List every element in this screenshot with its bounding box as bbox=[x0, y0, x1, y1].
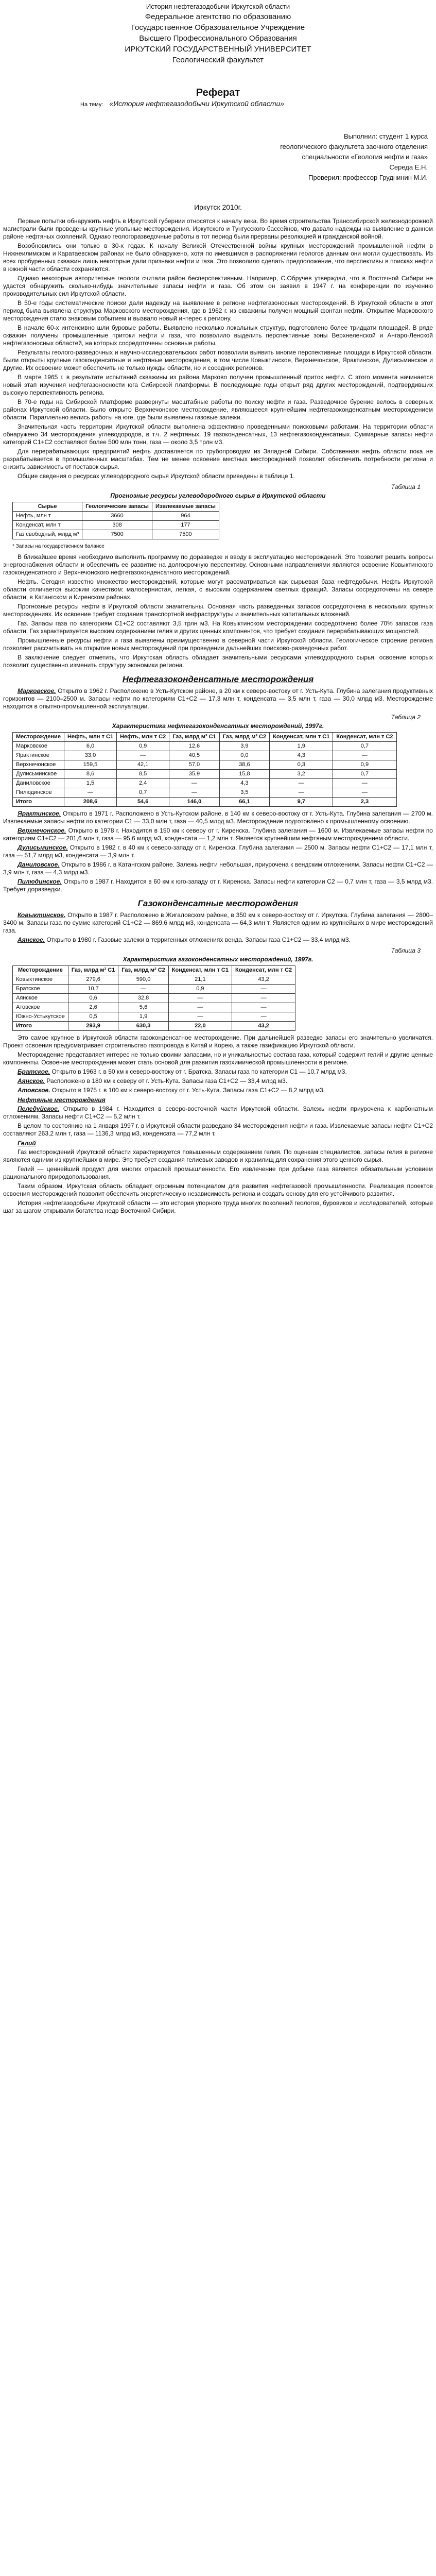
table-cell: 146,0 bbox=[169, 798, 219, 807]
performer-line-5: Проверил: профессор Груднинин М.И. bbox=[308, 174, 428, 181]
table-cell: 208,6 bbox=[64, 798, 116, 807]
table-cell: 33,0 bbox=[64, 751, 116, 760]
paragraph: Однако некоторые авторитетные геологи считали район бесперспективным. Например, С.Обручев утверждал, что в Восточной Сибири не удастся обнаружить сколько-нибудь значительные запасы нефти и газа. Об этом он заявил в 1947 г. на конференции по изучению производительных сил Иркутской области. bbox=[3, 275, 433, 297]
table-cell: 0,7 bbox=[333, 742, 396, 751]
table-row bbox=[13, 742, 397, 751]
field-name: Ярактинское. bbox=[18, 810, 61, 817]
paragraph: В марте 1965 г. в результате испытаний скважины из района Марково получен промышленный приток нефти. С этого момента начинается новый этап изучения нефтегазоносности юга Сибирской платформы. В последующие годы открыт ряд других месторождений, подтвердивших высокую перспективность региона. bbox=[3, 374, 433, 396]
paragraph: История нефтегазодобычи Иркутской области — это история упорного труда многих поколений геологов, буровиков и исследователей, которые шаг за шагом открывали богатства недр Восточной Сибири. bbox=[3, 1199, 433, 1214]
table-cell: 66,1 bbox=[219, 798, 269, 807]
table-cell: Даниловское bbox=[13, 779, 64, 788]
table-cell: 0,9 bbox=[117, 742, 169, 751]
report-topic bbox=[80, 100, 433, 109]
table-cell: 590,0 bbox=[118, 975, 168, 985]
field-description bbox=[3, 1068, 433, 1076]
paragraph: Гелий — ценнейший продукт для многих отраслей промышленности. Его извлечение при добыче газа является обязательным условием рационального природопользования. bbox=[3, 1165, 433, 1180]
table-caption: Характеристика нефтегазоконденсатных месторождений, 1997г. bbox=[112, 722, 324, 730]
field-text: Открыто в 1978 г. Находится в 150 км к северу от г. Киренска. Глубина залегания — 1600 м. Извлекаемые запасы нефти по категориям С1+С2 — 201,6 млн т, газа — 95,6 млрд м3, конденсата — 1,2 млн т. Является крупнейшим нефтяным месторождением области. bbox=[3, 827, 433, 842]
table-cell: 630,3 bbox=[118, 1022, 168, 1031]
paragraph: Промышленные ресурсы нефти и газа выявлены преимущественно в северной части Иркутской области. Геологическое строение региона позволяет рассчитывать на открытие новых месторождений при проведении дальнейших поисково-разведочных работ. bbox=[3, 637, 433, 652]
table-cell: 293,9 bbox=[68, 1022, 118, 1031]
header-education-level: Высшего Профессионального Образования bbox=[139, 34, 297, 43]
table-cell: Ковыктинское bbox=[13, 975, 68, 985]
table-header-cell: Газ, млрд м³ С2 bbox=[219, 733, 269, 742]
resources-table bbox=[12, 502, 219, 539]
header-faculty: Геологический факультет bbox=[172, 56, 264, 64]
table-cell: 0,9 bbox=[333, 760, 396, 770]
table-cell: — bbox=[168, 1003, 232, 1012]
table-header-cell: Газ, млрд м³ С1 bbox=[169, 733, 219, 742]
table-row bbox=[13, 512, 219, 521]
field-description bbox=[3, 844, 433, 859]
table-cell: — bbox=[333, 788, 396, 798]
performer-line-1: Выполнил: студент 1 курса bbox=[343, 132, 428, 140]
field-text: Открыто в 1962 г. Расположено в Усть-Кутском районе, в 20 км к северо-востоку от г. Усть-Кута. Глубина залегания продуктивных горизонтов — 2100–2500 м. Запасы нефти по категориям С1+С2 — 17,3 млн т, конденсата — 3,5 млн т, газа — 30,0 млрд м3. Месторождение находится в опытно-промышленной эксплуатации. bbox=[3, 687, 433, 710]
table-row bbox=[13, 751, 397, 760]
doc-header-title: История нефтегазодобычи Иркутской области bbox=[146, 3, 290, 10]
table-caption: Прогнозные ресурсы углеводородного сырья в Иркутской области bbox=[110, 492, 326, 499]
table-header-cell: Геологические запасы bbox=[82, 502, 152, 512]
oil-gas-fields-table bbox=[12, 732, 397, 807]
table-cell: — bbox=[117, 751, 169, 760]
table-cell: — bbox=[333, 751, 396, 760]
table-cell: 32,8 bbox=[118, 994, 168, 1003]
table-cell: 57,0 bbox=[169, 760, 219, 770]
table-cell: Итого bbox=[13, 1022, 68, 1031]
table-cell: Итого bbox=[13, 798, 64, 807]
paragraph: Результаты геолого-разведочных и научно-исследовательских работ позволили выявить многие перспективные площади в Иркутской области. Были открыты крупные газоконденсатные и нефтяные месторождения, в том числе Ковыктинское, Верхнечонское, Ярактинское, Дулисьминское и другие. Их освоение может обеспечить не только нужды области, но и соседних регионов. bbox=[3, 349, 433, 371]
table-cell: 4,3 bbox=[270, 751, 333, 760]
table-cell: Нефть, млн т bbox=[13, 512, 82, 521]
table-cell: — bbox=[64, 788, 116, 798]
table-cell: 22,0 bbox=[168, 1022, 232, 1031]
table-header-cell: Месторождение bbox=[13, 733, 64, 742]
field-description bbox=[3, 1087, 433, 1094]
topic-value: «История нефтегазодобычи Иркутской области» bbox=[109, 99, 285, 108]
table-caption: Характеристика газоконденсатных месторождений, 1997г. bbox=[123, 956, 313, 963]
table-cell: 177 bbox=[152, 521, 219, 530]
table-cell: 3,2 bbox=[270, 770, 333, 779]
table-row bbox=[13, 530, 219, 539]
table-cell: 308 bbox=[82, 521, 152, 530]
table-header-cell: Газ, млрд м³ С2 bbox=[118, 966, 168, 975]
table-header-cell: Конденсат, млн т С1 bbox=[270, 733, 333, 742]
field-text: Открыто в 1980 г. Газовые залежи в терригенных отложениях венда. Запасы газа С1+С2 — 33,4 млрд м3. bbox=[46, 936, 351, 943]
table-row bbox=[13, 1003, 295, 1012]
table-header-cell: Извлекаемые запасы bbox=[152, 502, 219, 512]
table-cell: 3,9 bbox=[219, 742, 269, 751]
table-cell: 35,9 bbox=[169, 770, 219, 779]
paragraph: Нефть. Сегодня известно множество месторождений, которые могут рассматриваться как сырьевая база нефтедобычи. Нефть Иркутской области отличается высоким качеством: малосернистая, легкая, с высоким содержанием светлых фракций. Запасы сосредоточены на севере области, в Катангском и Киренском районах. bbox=[3, 578, 433, 601]
topic-label: На тему: bbox=[80, 101, 103, 108]
table-cell: 2,4 bbox=[117, 779, 169, 788]
paragraph: Для перерабатывающих предприятий нефть доставляется по трубопроводам из Западной Сибири. Собственная нефть области пока не разрабатывается в промышленных масштабах. Тем не менее освоение местных месторождений позволит обеспечить потребности региона и снизить зависимость от поставок сырья. bbox=[3, 448, 433, 470]
table-cell: — bbox=[232, 1003, 295, 1012]
table-cell: 0,3 bbox=[270, 760, 333, 770]
table-cell: — bbox=[232, 1012, 295, 1022]
table-cell: 15,8 bbox=[219, 770, 269, 779]
table-cell: — bbox=[270, 779, 333, 788]
table-row bbox=[13, 788, 397, 798]
paragraph: Первые попытки обнаружить нефть в Иркутской губернии относятся к началу века. Во время строительства Транссибирской железнодорожной магистрали были проведены крупные угольные месторождения. Иркутского и Тунгусского бассейнов, что давало надежды на выявление в данном районе нефтяных скоплений. Однако геологоразведочные работы в тот период были прерваны революцией и гражданской войной. bbox=[3, 217, 433, 240]
paragraph: В 70-е годы на Сибирской платформе развернуты масштабные работы по поиску нефти и газа. Разведочное бурение велось в северных районах Иркутской области. Было открыто Верхнечонское месторождение, являющееся крупнейшим нефтегазоконденсатным месторождением области. Параллельно велись работы на юге, где были выявлены газовые залежи. bbox=[3, 398, 433, 421]
field-name: Аянское. bbox=[18, 936, 45, 943]
table-cell: 1,5 bbox=[64, 779, 116, 788]
field-name: Верхнечонское. bbox=[18, 827, 66, 834]
table-cell: 21,1 bbox=[168, 975, 232, 985]
table-row bbox=[13, 1012, 295, 1022]
field-text: Открыто в 1987 г. Расположено в Жигаловском районе, в 350 км к северо-востоку от г. Иркутска. Глубина залегания — 2800–3400 м. Запасы газа по сумме категорий С1+С2 — 869,6 млрд м3, конденсата — 64,3 млн т. Является одним из крупнейших в мире месторождений газа. bbox=[3, 911, 433, 934]
header-agency: Федеральное агентство по образованию bbox=[145, 12, 291, 21]
table-cell: 5,6 bbox=[118, 1003, 168, 1012]
table-cell: 6,0 bbox=[64, 742, 116, 751]
field-description bbox=[3, 827, 433, 842]
table-row-total bbox=[13, 1022, 295, 1031]
field-text: Открыто в 1984 г. Находится в северо-восточной части Иркутской области. Залежь нефти приурочена к карбонатным отложениям. Запасы нефти С1+С2 — 5,2 млн т. bbox=[3, 1105, 433, 1120]
table-cell: 964 bbox=[152, 512, 219, 521]
header-institution-type: Государственное Образовательное Учреждение bbox=[131, 23, 305, 32]
table-number: Таблица 3 bbox=[391, 947, 421, 954]
table-row bbox=[13, 770, 397, 779]
table-header-cell: Конденсат, млн т С1 bbox=[168, 966, 232, 975]
table-cell: 0,7 bbox=[333, 770, 396, 779]
table-header-cell: Сырье bbox=[13, 502, 82, 512]
field-name: Даниловское. bbox=[18, 861, 60, 868]
paragraph: В начале 60-х интенсивно шли буровые работы. Выявлено несколько локальных структур, подготовлено более тридцати площадей. В ряде скважин получены промышленные притоки нефти и газа, что позволило выделить перспективные зоны Верхнеленской и Ангаро-Ленской нефтегазоносных областей, на которых сосредоточены основные работы. bbox=[3, 324, 433, 347]
table-cell: 43,2 bbox=[232, 975, 295, 985]
report-title: Реферат bbox=[196, 87, 240, 98]
field-text: Открыто в 1987 г. Находится в 60 км к юго-западу от г. Киренска. Запасы нефти категории С2 — 0,7 млн т, газа — 3,5 млрд м3. Требует доразведки. bbox=[3, 878, 433, 893]
table-cell: 8,5 bbox=[117, 770, 169, 779]
field-description bbox=[3, 936, 433, 944]
paragraph: Таким образом, Иркутская область обладает огромным потенциалом для развития нефтегазовой промышленности. Реализация проектов освоения месторождений позволит обеспечить энергетическую независимость региона и создать основу для его устойчивого развития. bbox=[3, 1182, 433, 1197]
table-cell: Марковское bbox=[13, 742, 64, 751]
table-cell: Атовское bbox=[13, 1003, 68, 1012]
field-name: Атовское. bbox=[18, 1087, 50, 1094]
field-text: Открыто в 1975 г. в 100 км к северо-востоку от г. Усть-Кута. Запасы газа С1+С2 — 8,2 млрд м3. bbox=[51, 1087, 325, 1094]
table-number: Таблица 2 bbox=[391, 714, 421, 721]
table-cell: 1,9 bbox=[270, 742, 333, 751]
table-number: Таблица 1 bbox=[391, 483, 421, 490]
paragraph: Прогнозные ресурсы нефти в Иркутской области значительны. Основная часть разведанных запасов сосредоточена в нескольких крупных месторождениях. Их освоение требует создания транспортной инфраструктуры и значительных капитальных вложений. bbox=[3, 603, 433, 618]
table-cell: 9,7 bbox=[270, 798, 333, 807]
table-cell: 43,2 bbox=[232, 1022, 295, 1031]
paragraph: В заключение следует отметить, что Иркутская область обладает значительными ресурсами углеводородного сырья, освоение которых позволит существенно изменить структуру экономики региона. bbox=[3, 654, 433, 669]
gas-fields-table bbox=[12, 965, 295, 1031]
table-cell: — bbox=[333, 779, 396, 788]
field-text: Открыто в 1982 г. в 40 км к северо-западу от г. Киренска. Глубина залегания — 2500 м. Запасы нефти С1+С2 — 17,1 млн т, газа — 51,7 млрд м3, конденсата — 3,9 млн т. bbox=[3, 844, 433, 859]
table-cell: Верхнечонское bbox=[13, 760, 64, 770]
table-cell: 279,6 bbox=[68, 975, 118, 985]
table-cell: Ярактинское bbox=[13, 751, 64, 760]
table-cell: 0,9 bbox=[168, 985, 232, 994]
field-description bbox=[3, 911, 433, 935]
table-cell: Южно-Устькутское bbox=[13, 1012, 68, 1022]
header-university: ИРКУТСКИЙ ГОСУДАРСТВЕННЫЙ УНИВЕРСИТЕТ bbox=[125, 45, 311, 54]
field-description bbox=[3, 861, 433, 876]
table-cell: 3660 bbox=[82, 512, 152, 521]
table-header-cell: Конденсат, млн т С2 bbox=[232, 966, 295, 975]
table-cell: — bbox=[169, 788, 219, 798]
paragraph: В целом по состоянию на 1 января 1997 г. в Иркутской области разведано 34 месторождения нефти и газа. Извлекаемые запасы нефти С1+С2 составляют 263,2 млн т, газа — 1136,3 млрд м3, конденсата — 77,2 млн т. bbox=[3, 1122, 433, 1137]
table-cell: — bbox=[232, 985, 295, 994]
table-cell: 0,6 bbox=[68, 994, 118, 1003]
table-cell: 0,0 bbox=[219, 751, 269, 760]
paragraph: В ближайшее время необходимо выполнить программу по доразведке и вводу в эксплуатацию месторождений. Это позволит решить вопросы энергоснабжения области и обеспечить ее развитие на долгосрочную перспективу. Основными направлениями являются освоение Ковыктинского газоконденсатного и Верхнечонского нефтегазоконденсатного месторождений. bbox=[3, 553, 433, 576]
table-cell: Братское bbox=[13, 985, 68, 994]
paragraph: Значительная часть территории Иркутской области выполнена эффективно проведенными поисковыми работами. На территории области обнаружено 34 месторождения углеводородов, в т.ч. 2 нефтяных, 19 газоконденсатных, 13 нефтегазоконденсатных. Суммарные запасы нефти категорий С1+С2 составляют более 500 млн тонн, газа — около 3,5 трлн м3. bbox=[3, 423, 433, 446]
performer-block bbox=[3, 131, 428, 183]
table-cell: — bbox=[168, 994, 232, 1003]
field-text: Открыто в 1986 г. в Катангском районе. Залежь нефти небольшая, приурочена к вендским отложениям. Запасы нефти С1+С2 — 3,9 млн т, газа — 4,3 млрд м3. bbox=[3, 861, 433, 876]
table-cell: — bbox=[168, 1012, 232, 1022]
field-text: Открыто в 1971 г. Расположено в Усть-Кутском районе, в 140 км к северо-востоку от г. Усть-Кута. Глубина залегания — 2700 м. Извлекаемые запасы нефти по категории С1 — 33,0 млн т, газа — 40,5 млрд м3. Месторождение подготовлено к промышленному освоению. bbox=[3, 810, 433, 825]
field-description bbox=[3, 687, 433, 710]
table-row-total bbox=[13, 798, 397, 807]
field-name: Братское. bbox=[18, 1068, 50, 1075]
table-cell: 38,6 bbox=[219, 760, 269, 770]
table-cell: 42,1 bbox=[117, 760, 169, 770]
table-row bbox=[13, 994, 295, 1003]
table-cell: — bbox=[232, 994, 295, 1003]
table-cell: 1,9 bbox=[118, 1012, 168, 1022]
table-cell: 40,5 bbox=[169, 751, 219, 760]
subsection-heading-helium: Гелий bbox=[18, 1140, 36, 1147]
table-cell: 4,3 bbox=[219, 779, 269, 788]
field-name: Дулисьминское. bbox=[18, 844, 68, 851]
page bbox=[0, 0, 436, 1223]
table-cell: — bbox=[270, 788, 333, 798]
field-name: Ковыктинское. bbox=[18, 911, 66, 919]
table-cell: 0,5 bbox=[68, 1012, 118, 1022]
table-cell: 3,5 bbox=[219, 788, 269, 798]
table-header-cell: Нефть, млн т С1 bbox=[64, 733, 116, 742]
table-cell: 7500 bbox=[82, 530, 152, 539]
table-header-cell: Конденсат, млн т С2 bbox=[333, 733, 396, 742]
performer-line-4: Середа Е.Н. bbox=[389, 163, 428, 171]
table-cell: 0,7 bbox=[117, 788, 169, 798]
field-description bbox=[3, 1105, 433, 1121]
table-cell: Пилюдинское bbox=[13, 788, 64, 798]
table-row bbox=[13, 779, 397, 788]
table-header-cell: Нефть, млн т С2 bbox=[117, 733, 169, 742]
paragraph: В 50-е годы систематические поиски дали надежду на выявление в регионе нефтегазоносных месторождений. В Иркутской области в этот период была выявлена структура Марковского месторождения, где в 1962 г. из скважины получен мощный фонтан нефти. Открытие Марковского месторождения стало знаковым событием и вызвало новый интерес к региону. bbox=[3, 299, 433, 322]
table-cell: 159,5 bbox=[64, 760, 116, 770]
table-cell: 2,3 bbox=[333, 798, 396, 807]
table-header-cell: Месторождение bbox=[13, 966, 68, 975]
paragraph: Газ месторождений Иркутской области характеризуется повышенным содержанием гелия. По оценкам специалистов, запасы гелия в регионе являются одними из крупнейших в мире. Это требует создания гелиевых заводов и хранилищ для сохранения этого ценного сырья. bbox=[3, 1148, 433, 1163]
field-name: Пеледуйское. bbox=[18, 1105, 60, 1112]
section-heading-gas-condensate: Газоконденсатные месторождения bbox=[137, 899, 299, 908]
performer-line-3: специальности «Геология нефти и газа» bbox=[302, 153, 428, 161]
performer-line-2: геологического факультета заочного отделения bbox=[280, 143, 428, 150]
table-cell: 2,6 bbox=[68, 1003, 118, 1012]
paragraph: Общие сведения о ресурсах углеводородного сырья Иркутской области приведены в таблице 1. bbox=[18, 472, 295, 480]
paragraph: Месторождение представляет интерес не только своими запасами, но и уникальностью состава газа, который содержит гелий и другие ценные компоненты. Освоение месторождения может стать основой для развития газохимической промышленности в регионе. bbox=[3, 1051, 433, 1066]
table-cell: 54,6 bbox=[117, 798, 169, 807]
table-cell: 12,6 bbox=[169, 742, 219, 751]
table-cell: — bbox=[118, 985, 168, 994]
paragraph: Возобновились они только в 30-х годах. К началу Великой Отечественной войны крупных месторождений промышленной нефти в Нижнеилимском и Каратаевском районах не было обнаружено, хотя по имевшимся в распоряжении геологов данным они могли существовать. Из всех пробуренных скважин лишь некоторые дали признаки нефти и газа. Это позволило сделать предположение, что перспективы в поисках нефти в южной части области сохраняются. bbox=[3, 242, 433, 273]
city-year: Иркутск 2010г. bbox=[194, 203, 242, 211]
table-cell: Газ свободный, млрд м³ bbox=[13, 530, 82, 539]
table-cell: 7500 bbox=[152, 530, 219, 539]
field-text: Расположено в 180 км к северу от г. Усть-Кута. Запасы газа С1+С2 — 33,4 млрд м3. bbox=[46, 1077, 288, 1084]
field-text: Открыто в 1963 г. в 50 км к северо-востоку от г. Братска. Запасы газа по категории С1 — 10,7 млрд м3. bbox=[51, 1068, 347, 1075]
field-name: Аянское. bbox=[18, 1077, 45, 1084]
table-cell: Дулисьминское bbox=[13, 770, 64, 779]
field-name: Пилюдинское. bbox=[18, 878, 62, 885]
table-cell: 8,6 bbox=[64, 770, 116, 779]
table-row bbox=[13, 985, 295, 994]
field-description bbox=[3, 878, 433, 893]
table-cell: Конденсат, млн т bbox=[13, 521, 82, 530]
field-description bbox=[3, 810, 433, 825]
table-cell: Аянское bbox=[13, 994, 68, 1003]
paragraph: Это самое крупное в Иркутской области газоконденсатное месторождение. При дальнейшей разведке запасы его значительно увеличатся. Проект освоения предусматривает строительство газопровода в Китай и Корею, а также газификацию Иркутской области. bbox=[3, 1034, 433, 1049]
table-cell: — bbox=[169, 779, 219, 788]
table-header-cell: Газ, млрд м³ С1 bbox=[68, 966, 118, 975]
table-row bbox=[13, 521, 219, 530]
table-cell: 10,7 bbox=[68, 985, 118, 994]
section-heading-oil-gas-condensate: Нефтегазоконденсатные месторождения bbox=[122, 674, 314, 684]
field-name: Марковское. bbox=[18, 687, 56, 694]
paragraph: Газ. Запасы газа по категориям С1+С2 составляют 3,5 трлн м3. На Ковыктинском месторождении сосредоточено более 70% запасов газа области. Газ характеризуется высоким содержанием гелия и других ценных компонентов, что требует создания перерабатывающих мощностей. bbox=[3, 620, 433, 635]
table-row bbox=[13, 975, 295, 985]
field-description bbox=[3, 1077, 433, 1085]
subsection-heading-oil-fields: Нефтяные месторождения bbox=[18, 1096, 106, 1104]
table-note: * Запасы на государственном балансе bbox=[12, 544, 104, 549]
table-row bbox=[13, 760, 397, 770]
